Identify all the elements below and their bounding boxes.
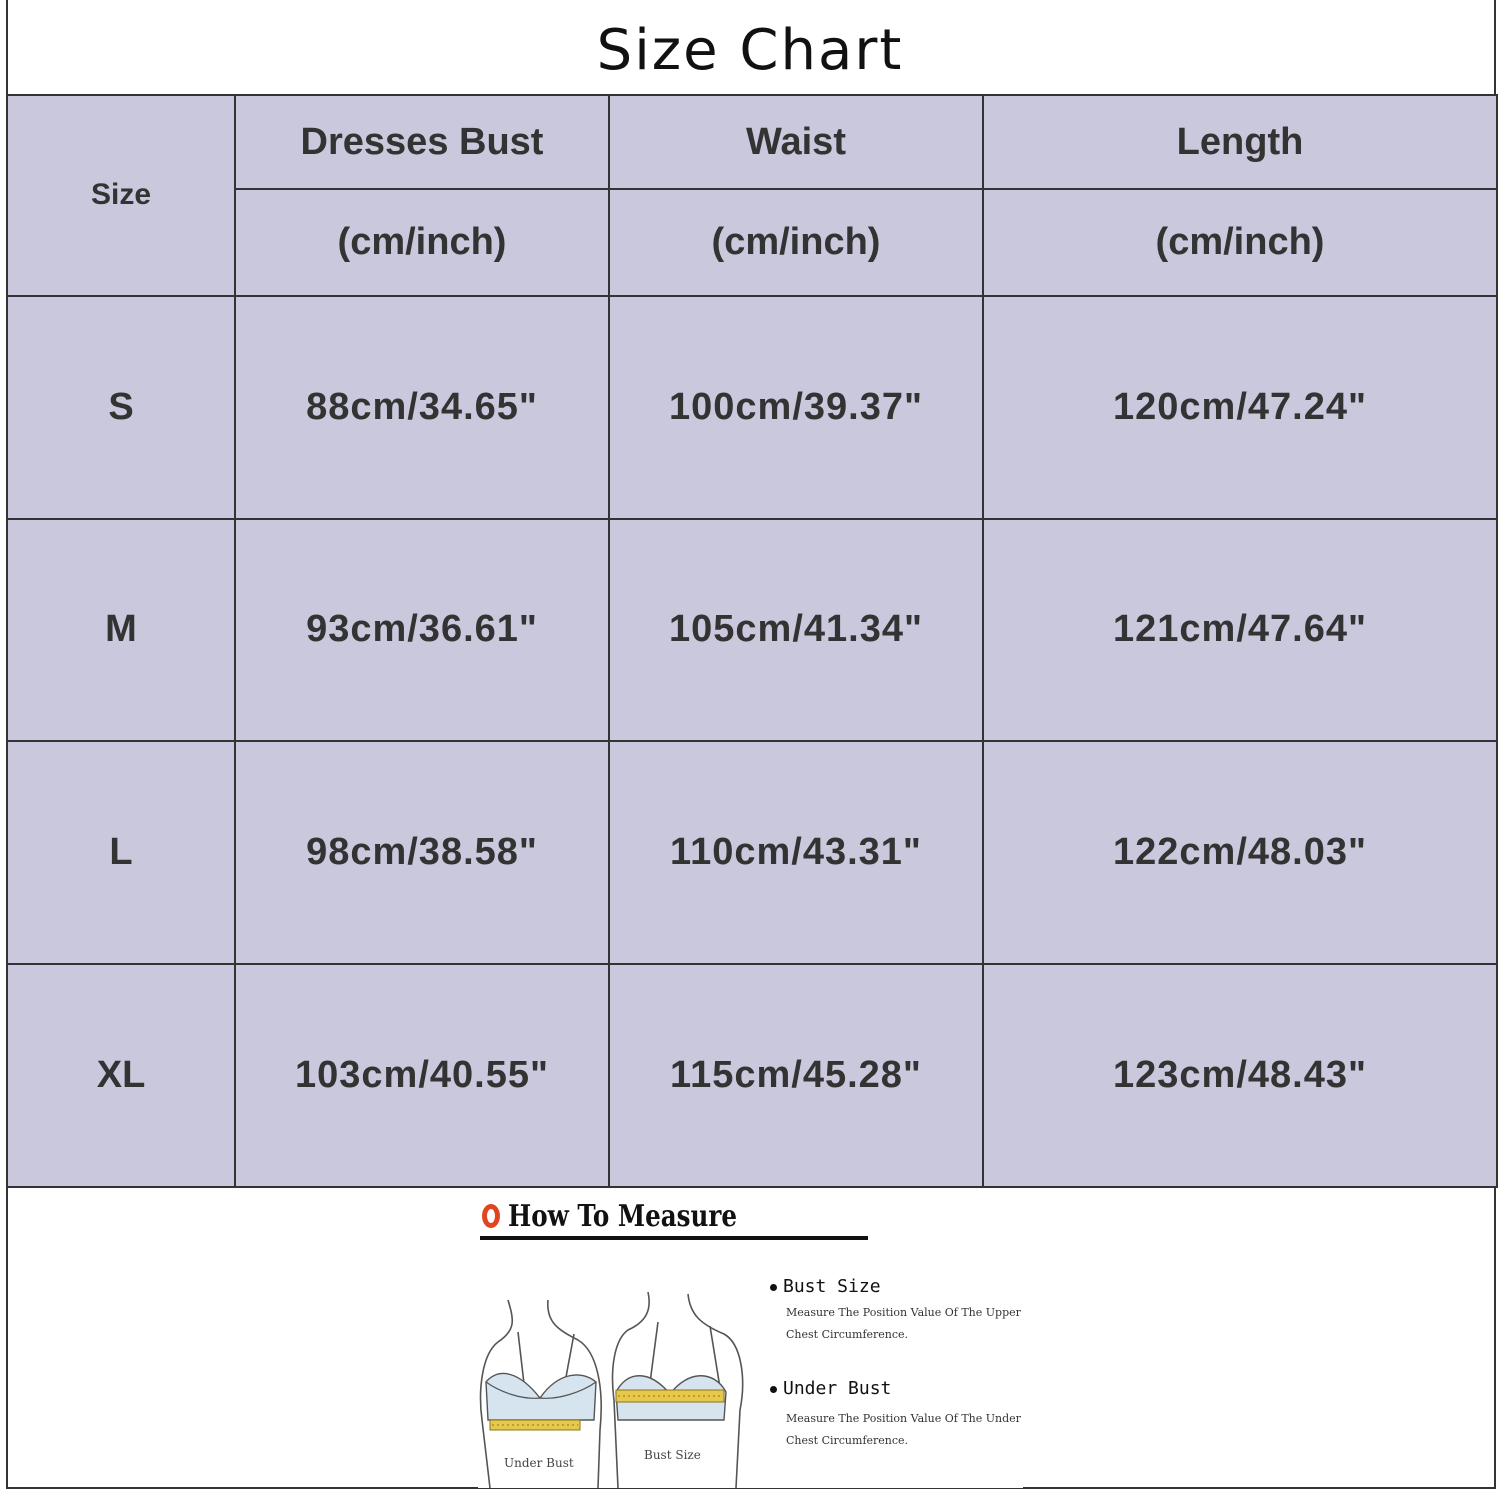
- measure-title: How To Measure: [508, 1198, 738, 1234]
- unit-bust: (cm/inch): [235, 189, 609, 295]
- cell-bust: 88cm/34.65": [235, 296, 609, 519]
- unit-waist: (cm/inch): [609, 189, 983, 295]
- measure-heading: [482, 1196, 787, 1236]
- cell-bust: 93cm/36.61": [235, 519, 609, 742]
- cell-length: 121cm/47.64": [983, 519, 1497, 742]
- measure-illustration: [478, 1270, 758, 1488]
- table-row: [7, 519, 1497, 742]
- table-row: [7, 964, 1497, 1187]
- cell-waist: 110cm/43.31": [609, 741, 983, 964]
- description-line: Chest Circumference.: [786, 1328, 909, 1341]
- bullet-dot-icon: [770, 1284, 777, 1291]
- circle-bullet-icon: [482, 1204, 500, 1228]
- table-row: [7, 741, 1497, 964]
- page-title: Size Chart: [596, 18, 904, 83]
- size-table: [6, 94, 1498, 1188]
- header-size: Size: [7, 95, 235, 296]
- cell-waist: 105cm/41.34": [609, 519, 983, 742]
- figure-label-under-bust: Under Bust: [504, 1456, 574, 1470]
- bullet-dot-icon: [770, 1386, 777, 1393]
- figure-label-bust-size: Bust Size: [644, 1448, 701, 1462]
- cell-length: 122cm/48.03": [983, 741, 1497, 964]
- cell-bust: 103cm/40.55": [235, 964, 609, 1187]
- bullet-bust-size: [770, 1276, 881, 1297]
- description-line: Measure The Position Value Of The Under: [786, 1412, 1021, 1425]
- row-size-label: XL: [7, 964, 235, 1187]
- unit-length: (cm/inch): [983, 189, 1497, 295]
- row-size-label: S: [7, 296, 235, 519]
- bullet-label: Under Bust: [783, 1378, 892, 1399]
- row-size-label: M: [7, 519, 235, 742]
- bullet-description: [786, 1408, 1026, 1452]
- row-size-label: L: [7, 741, 235, 964]
- cell-length: 120cm/47.24": [983, 296, 1497, 519]
- cell-waist: 100cm/39.37": [609, 296, 983, 519]
- header-length: Length: [983, 95, 1497, 189]
- bullet-label: Bust Size: [783, 1276, 881, 1297]
- cell-length: 123cm/48.43": [983, 964, 1497, 1187]
- description-line: Measure The Position Value Of The Upper: [786, 1306, 1021, 1319]
- description-line: Chest Circumference.: [786, 1434, 909, 1447]
- header-row: [7, 95, 1497, 189]
- heading-underline: [480, 1236, 868, 1240]
- bullet-under-bust: [770, 1378, 891, 1399]
- bullet-description: [786, 1302, 1026, 1346]
- header-waist: Waist: [609, 95, 983, 189]
- table-row: [7, 296, 1497, 519]
- cell-waist: 115cm/45.28": [609, 964, 983, 1187]
- cell-bust: 98cm/38.58": [235, 741, 609, 964]
- header-bust: Dresses Bust: [235, 95, 609, 189]
- how-to-measure-panel: [478, 1190, 1023, 1488]
